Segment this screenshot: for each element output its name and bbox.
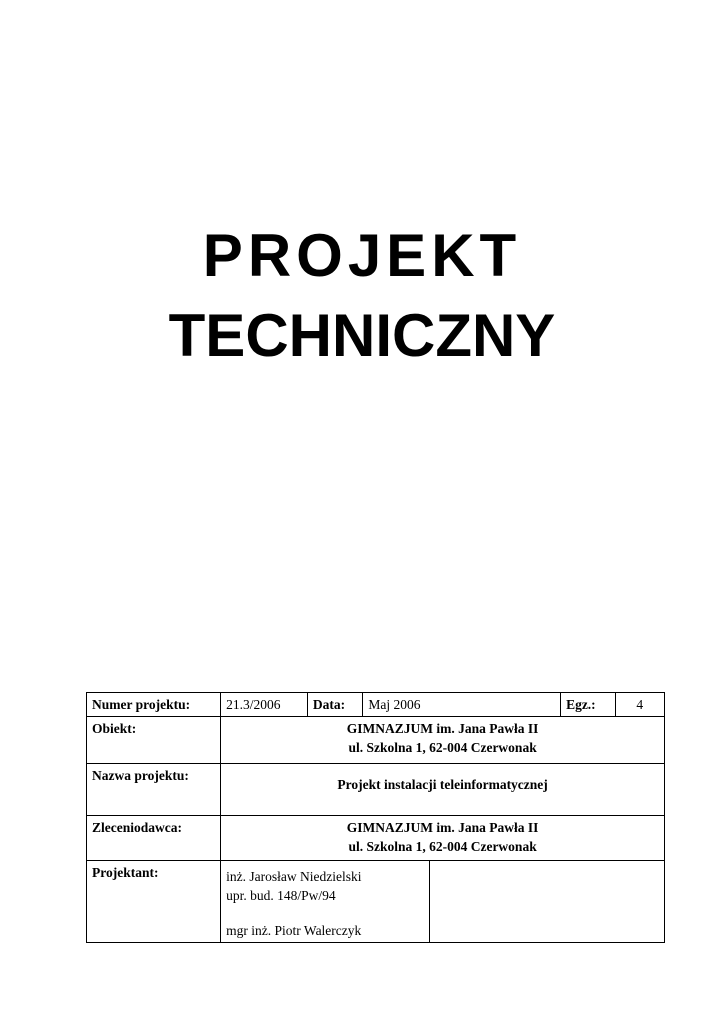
title-line-2: TECHNICZNY	[168, 302, 556, 369]
table-row	[87, 717, 665, 764]
table-row	[87, 861, 665, 943]
obiekt-label: Obiekt:	[87, 717, 221, 764]
projektant-value	[221, 861, 430, 943]
zleceniodawca-line-2: ul. Szkolna 1, 62-004 Czerwonak	[348, 839, 537, 854]
signature-cell	[429, 861, 664, 943]
table-row	[87, 693, 665, 717]
table-row	[87, 816, 665, 861]
data-value: Maj 2006	[363, 693, 561, 717]
numer-value: 21.3/2006	[221, 693, 308, 717]
project-info-table	[86, 692, 665, 943]
nazwa-label: Nazwa projektu:	[87, 764, 221, 816]
projektant-line-2: upr. bud. 148/Pw/94	[226, 888, 336, 903]
zleceniodawca-value	[221, 816, 665, 861]
egz-label: Egz.:	[561, 693, 615, 717]
obiekt-line-1: GIMNAZJUM im. Jana Pawła II	[346, 721, 539, 736]
projektant-line-3: mgr inż. Piotr Walerczyk	[226, 923, 362, 938]
obiekt-value	[221, 717, 665, 764]
egz-value: 4	[615, 693, 664, 717]
projektant-label: Projektant:	[87, 861, 221, 943]
zleceniodawca-line-1: GIMNAZJUM im. Jana Pawła II	[346, 820, 539, 835]
projektant-line-1: inż. Jarosław Niedzielski	[226, 869, 362, 884]
numer-label: Numer projektu:	[87, 693, 221, 717]
table-row	[87, 764, 665, 816]
zleceniodawca-label: Zleceniodawca:	[87, 816, 221, 861]
nazwa-value: Projekt instalacji teleinformatycznej	[221, 764, 665, 816]
data-label: Data:	[307, 693, 362, 717]
title-line-1: PROJEKT	[202, 222, 522, 289]
obiekt-line-2: ul. Szkolna 1, 62-004 Czerwonak	[348, 740, 537, 755]
